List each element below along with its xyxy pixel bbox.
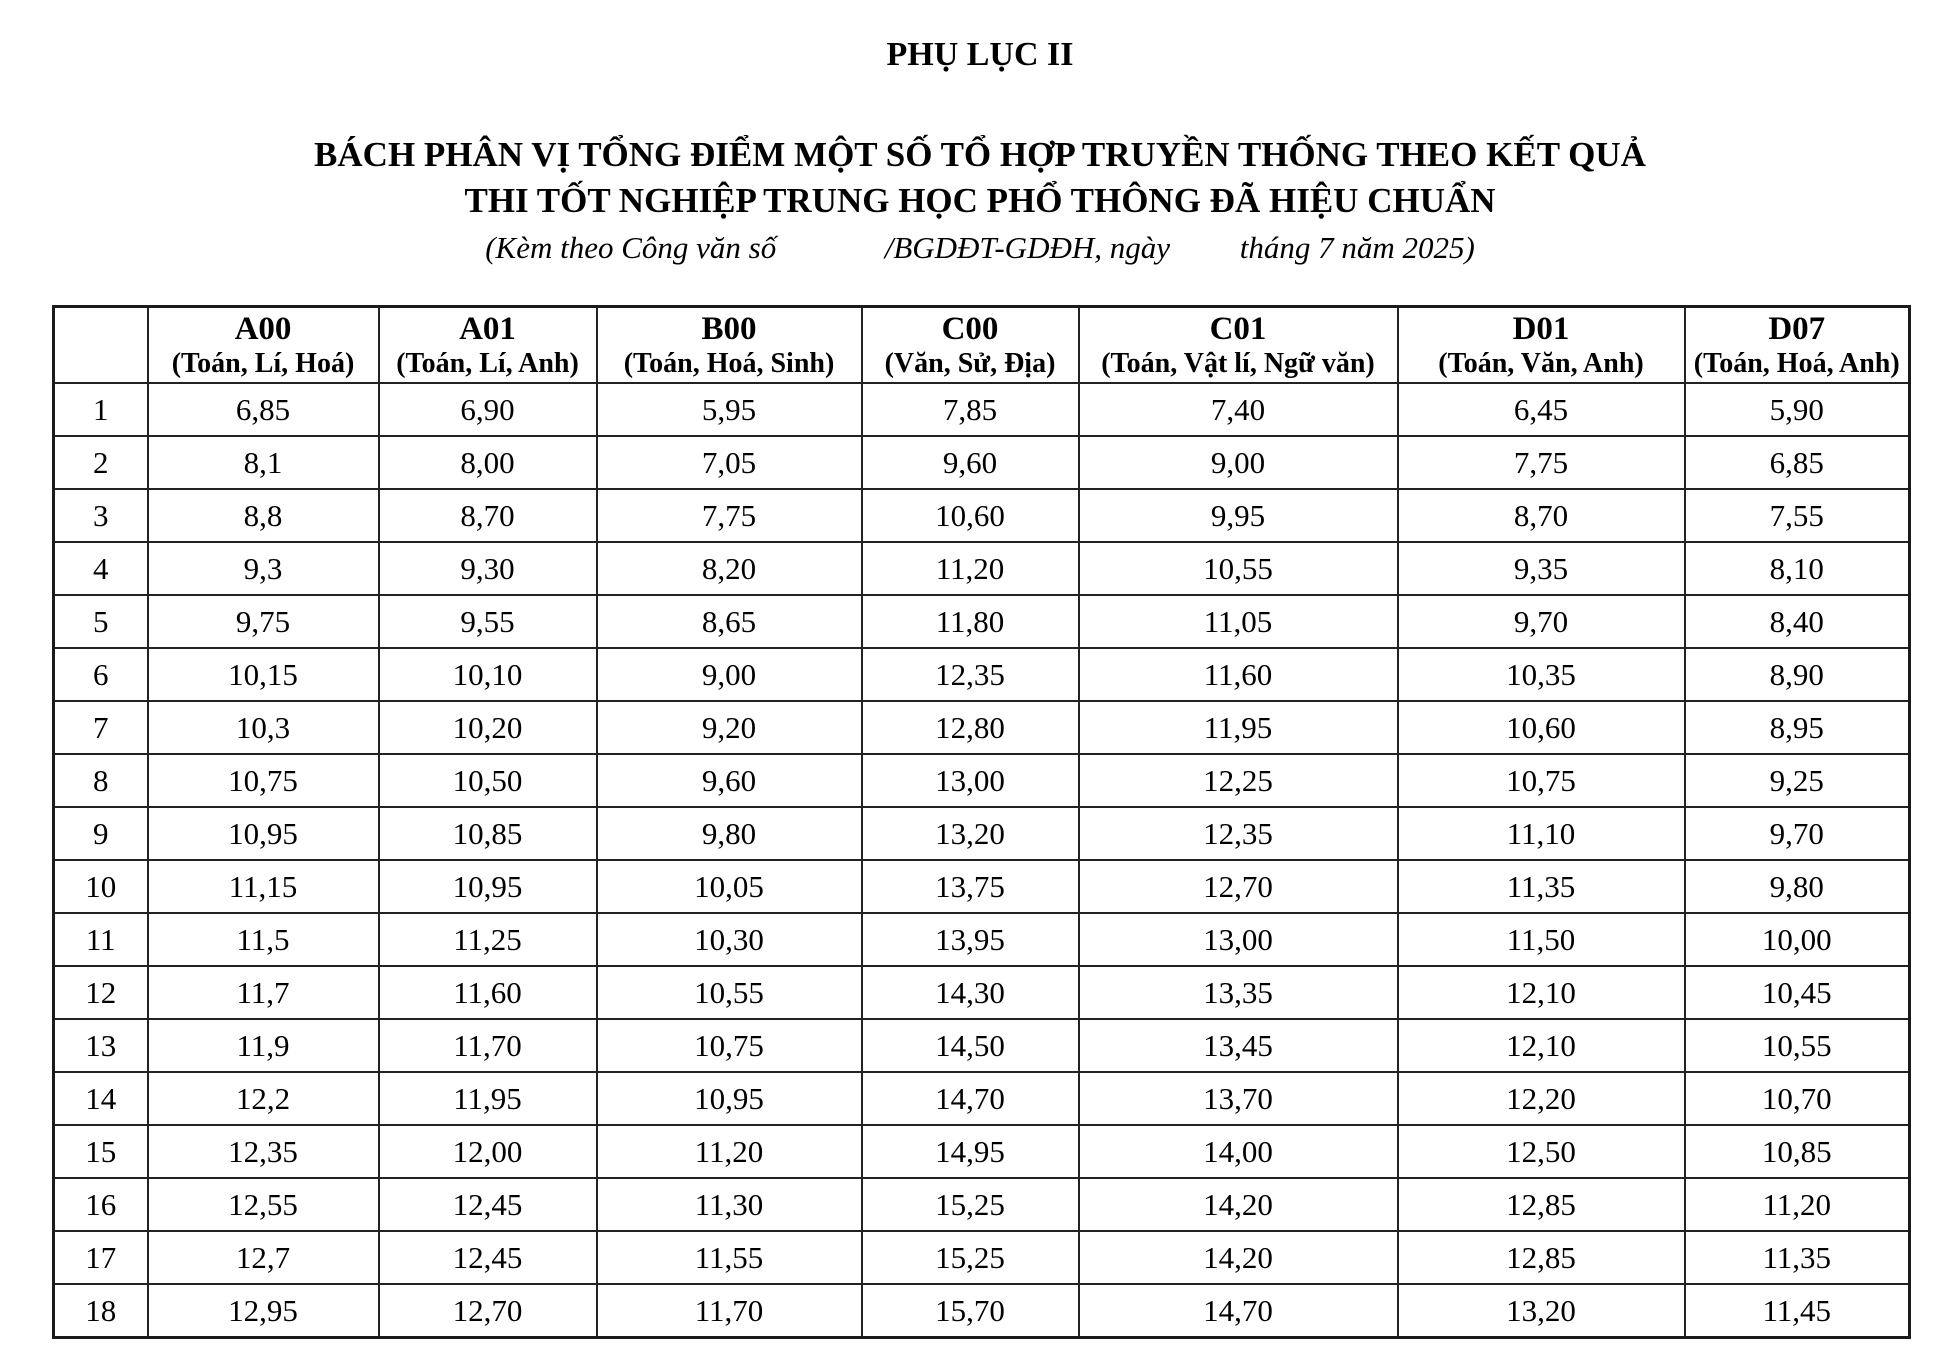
score-cell: 8,8 xyxy=(148,489,379,542)
column-code: A01 xyxy=(459,311,516,347)
score-cell: 10,75 xyxy=(597,1019,862,1072)
score-cell: 12,70 xyxy=(1079,860,1398,913)
score-cell: 8,10 xyxy=(1685,542,1910,595)
percentile-rank-cell: 9 xyxy=(54,807,148,860)
score-cell: 13,45 xyxy=(1079,1019,1398,1072)
score-cell: 13,75 xyxy=(862,860,1079,913)
score-cell: 8,65 xyxy=(597,595,862,648)
table-row xyxy=(54,1231,1910,1284)
score-cell: 10,30 xyxy=(597,913,862,966)
score-cell: 10,20 xyxy=(379,701,597,754)
score-cell: 10,60 xyxy=(862,489,1079,542)
score-cell: 10,15 xyxy=(148,648,379,701)
score-cell: 6,85 xyxy=(1685,436,1910,489)
score-cell: 11,20 xyxy=(1685,1178,1910,1231)
score-cell: 8,70 xyxy=(379,489,597,542)
score-cell: 9,20 xyxy=(597,701,862,754)
score-cell: 12,45 xyxy=(379,1178,597,1231)
score-cell: 11,9 xyxy=(148,1019,379,1072)
score-cell: 7,55 xyxy=(1685,489,1910,542)
document-heading xyxy=(0,132,1960,224)
score-cell: 10,10 xyxy=(379,648,597,701)
score-cell: 12,25 xyxy=(1079,754,1398,807)
column-header-a01 xyxy=(379,307,597,384)
score-cell: 11,05 xyxy=(1079,595,1398,648)
percentile-rank-cell: 14 xyxy=(54,1072,148,1125)
score-cell: 14,95 xyxy=(862,1125,1079,1178)
score-cell: 11,45 xyxy=(1685,1284,1910,1338)
table-row xyxy=(54,1072,1910,1125)
score-cell: 10,3 xyxy=(148,701,379,754)
score-cell: 12,50 xyxy=(1398,1125,1685,1178)
score-cell: 11,10 xyxy=(1398,807,1685,860)
score-cell: 6,85 xyxy=(148,383,379,436)
score-cell: 10,60 xyxy=(1398,701,1685,754)
score-cell: 8,00 xyxy=(379,436,597,489)
score-cell: 10,55 xyxy=(1685,1019,1910,1072)
column-subjects: (Văn, Sử, Địa) xyxy=(884,348,1056,379)
score-cell: 11,80 xyxy=(862,595,1079,648)
table-row xyxy=(54,807,1910,860)
score-cell: 9,80 xyxy=(597,807,862,860)
percentile-rank-cell: 13 xyxy=(54,1019,148,1072)
score-cell: 14,00 xyxy=(1079,1125,1398,1178)
score-cell: 10,95 xyxy=(379,860,597,913)
score-cell: 14,70 xyxy=(862,1072,1079,1125)
score-cell: 9,00 xyxy=(597,648,862,701)
table-row xyxy=(54,542,1910,595)
score-cell: 13,95 xyxy=(862,913,1079,966)
appendix-title: PHỤ LỤC II xyxy=(886,36,1074,73)
score-cell: 8,20 xyxy=(597,542,862,595)
table-row xyxy=(54,648,1910,701)
table-row xyxy=(54,1019,1910,1072)
score-cell: 12,20 xyxy=(1398,1072,1685,1125)
score-cell: 12,7 xyxy=(148,1231,379,1284)
score-cell: 7,40 xyxy=(1079,383,1398,436)
column-subjects: (Toán, Lí, Hoá) xyxy=(171,348,355,379)
table-row xyxy=(54,1125,1910,1178)
score-cell: 11,20 xyxy=(597,1125,862,1178)
score-cell: 14,50 xyxy=(862,1019,1079,1072)
score-cell: 12,00 xyxy=(379,1125,597,1178)
score-cell: 10,95 xyxy=(597,1072,862,1125)
score-cell: 10,00 xyxy=(1685,913,1910,966)
score-cell: 12,95 xyxy=(148,1284,379,1338)
column-header-c01 xyxy=(1079,307,1398,384)
score-cell: 9,75 xyxy=(148,595,379,648)
column-header-c00 xyxy=(862,307,1079,384)
score-cell: 11,20 xyxy=(862,542,1079,595)
table-row xyxy=(54,860,1910,913)
score-cell: 13,00 xyxy=(862,754,1079,807)
score-cell: 11,95 xyxy=(1079,701,1398,754)
score-cell: 12,70 xyxy=(379,1284,597,1338)
score-cell: 6,45 xyxy=(1398,383,1685,436)
table-row xyxy=(54,913,1910,966)
score-cell: 7,05 xyxy=(597,436,862,489)
column-code: C00 xyxy=(941,311,999,347)
score-cell: 8,1 xyxy=(148,436,379,489)
score-cell: 8,95 xyxy=(1685,701,1910,754)
score-cell: 10,55 xyxy=(1079,542,1398,595)
percentile-rank-cell: 5 xyxy=(54,595,148,648)
column-subjects: (Toán, Lí, Anh) xyxy=(396,348,579,379)
column-code: C01 xyxy=(1209,311,1267,347)
column-subjects: (Toán, Văn, Anh) xyxy=(1438,348,1644,379)
score-cell: 7,85 xyxy=(862,383,1079,436)
score-cell: 10,85 xyxy=(1685,1125,1910,1178)
score-cell: 13,35 xyxy=(1079,966,1398,1019)
score-cell: 5,90 xyxy=(1685,383,1910,436)
score-cell: 14,20 xyxy=(1079,1178,1398,1231)
percentile-table xyxy=(52,305,1911,1339)
score-cell: 9,3 xyxy=(148,542,379,595)
score-cell: 10,05 xyxy=(597,860,862,913)
score-cell: 10,55 xyxy=(597,966,862,1019)
score-cell: 9,60 xyxy=(597,754,862,807)
score-cell: 8,90 xyxy=(1685,648,1910,701)
score-cell: 12,80 xyxy=(862,701,1079,754)
score-cell: 9,35 xyxy=(1398,542,1685,595)
score-cell: 9,55 xyxy=(379,595,597,648)
column-header-d07 xyxy=(1685,307,1910,384)
table-header xyxy=(54,307,1910,384)
percentile-rank-cell: 7 xyxy=(54,701,148,754)
score-cell: 11,60 xyxy=(379,966,597,1019)
score-cell: 12,85 xyxy=(1398,1178,1685,1231)
document-subtitle: (Kèm theo Công văn số /BGDĐT-GDĐH, ngày tháng 7 năm 2025) xyxy=(485,230,1475,265)
score-cell: 11,5 xyxy=(148,913,379,966)
score-cell: 12,35 xyxy=(862,648,1079,701)
score-cell: 11,35 xyxy=(1685,1231,1910,1284)
score-cell: 10,75 xyxy=(148,754,379,807)
score-cell: 13,00 xyxy=(1079,913,1398,966)
score-cell: 15,70 xyxy=(862,1284,1079,1338)
score-cell: 14,30 xyxy=(862,966,1079,1019)
column-code: B00 xyxy=(701,311,757,347)
score-cell: 10,85 xyxy=(379,807,597,860)
score-cell: 9,00 xyxy=(1079,436,1398,489)
column-subjects: (Toán, Vật lí, Ngữ văn) xyxy=(1101,348,1375,379)
score-cell: 15,25 xyxy=(862,1178,1079,1231)
score-cell: 12,35 xyxy=(148,1125,379,1178)
score-cell: 13,20 xyxy=(1398,1284,1685,1338)
score-cell: 11,15 xyxy=(148,860,379,913)
score-cell: 15,25 xyxy=(862,1231,1079,1284)
table-row xyxy=(54,1284,1910,1338)
score-cell: 9,80 xyxy=(1685,860,1910,913)
score-cell: 10,50 xyxy=(379,754,597,807)
table-row xyxy=(54,754,1910,807)
heading-line-1: BÁCH PHÂN VỊ TỔNG ĐIỂM MỘT SỐ TỔ HỢP TRUYỀN THỐNG THEO KẾT QUẢ xyxy=(314,135,1646,174)
percentile-rank-cell: 2 xyxy=(54,436,148,489)
percentile-rank-cell: 3 xyxy=(54,489,148,542)
score-cell: 8,40 xyxy=(1685,595,1910,648)
score-cell: 9,95 xyxy=(1079,489,1398,542)
score-cell: 10,95 xyxy=(148,807,379,860)
percentile-rank-cell: 10 xyxy=(54,860,148,913)
score-cell: 7,75 xyxy=(1398,436,1685,489)
score-cell: 14,20 xyxy=(1079,1231,1398,1284)
score-cell: 12,2 xyxy=(148,1072,379,1125)
column-code: D07 xyxy=(1768,311,1826,347)
score-cell: 11,70 xyxy=(379,1019,597,1072)
score-cell: 10,70 xyxy=(1685,1072,1910,1125)
table-row xyxy=(54,701,1910,754)
corner-cell xyxy=(54,307,148,384)
percentile-rank-cell: 11 xyxy=(54,913,148,966)
column-header-a00 xyxy=(148,307,379,384)
heading-line-2: THI TỐT NGHIỆP TRUNG HỌC PHỔ THÔNG ĐÃ HIỆU CHUẨN xyxy=(464,181,1496,220)
score-cell: 11,55 xyxy=(597,1231,862,1284)
score-cell: 12,10 xyxy=(1398,966,1685,1019)
score-cell: 12,35 xyxy=(1079,807,1398,860)
percentile-rank-cell: 1 xyxy=(54,383,148,436)
score-cell: 10,35 xyxy=(1398,648,1685,701)
score-cell: 12,55 xyxy=(148,1178,379,1231)
table-row xyxy=(54,966,1910,1019)
score-cell: 9,25 xyxy=(1685,754,1910,807)
score-cell: 12,10 xyxy=(1398,1019,1685,1072)
score-cell: 9,70 xyxy=(1398,595,1685,648)
score-cell: 8,70 xyxy=(1398,489,1685,542)
percentile-rank-cell: 15 xyxy=(54,1125,148,1178)
column-subjects: (Toán, Hoá, Anh) xyxy=(1693,348,1900,379)
percentile-rank-cell: 17 xyxy=(54,1231,148,1284)
score-cell: 9,70 xyxy=(1685,807,1910,860)
percentile-rank-cell: 18 xyxy=(54,1284,148,1338)
percentile-rank-cell: 4 xyxy=(54,542,148,595)
score-cell: 11,50 xyxy=(1398,913,1685,966)
score-cell: 13,20 xyxy=(862,807,1079,860)
percentile-rank-cell: 8 xyxy=(54,754,148,807)
score-cell: 7,75 xyxy=(597,489,862,542)
percentile-rank-cell: 6 xyxy=(54,648,148,701)
table-row xyxy=(54,383,1910,436)
column-header-b00 xyxy=(597,307,862,384)
column-code: D01 xyxy=(1512,311,1570,347)
score-cell: 10,45 xyxy=(1685,966,1910,1019)
score-cell: 11,95 xyxy=(379,1072,597,1125)
score-cell: 14,70 xyxy=(1079,1284,1398,1338)
table-body xyxy=(54,383,1910,1338)
column-subjects: (Toán, Hoá, Sinh) xyxy=(623,348,835,379)
column-header-d01 xyxy=(1398,307,1685,384)
table-row xyxy=(54,489,1910,542)
score-cell: 6,90 xyxy=(379,383,597,436)
score-cell: 12,85 xyxy=(1398,1231,1685,1284)
column-code: A00 xyxy=(234,311,292,347)
score-cell: 11,30 xyxy=(597,1178,862,1231)
percentile-rank-cell: 16 xyxy=(54,1178,148,1231)
score-cell: 11,70 xyxy=(597,1284,862,1338)
table-row xyxy=(54,436,1910,489)
table-row xyxy=(54,595,1910,648)
score-cell: 11,7 xyxy=(148,966,379,1019)
table-row xyxy=(54,1178,1910,1231)
score-cell: 11,25 xyxy=(379,913,597,966)
score-cell: 11,60 xyxy=(1079,648,1398,701)
percentile-rank-cell: 12 xyxy=(54,966,148,1019)
score-cell: 5,95 xyxy=(597,383,862,436)
score-cell: 10,75 xyxy=(1398,754,1685,807)
score-cell: 12,45 xyxy=(379,1231,597,1284)
score-cell: 9,30 xyxy=(379,542,597,595)
score-cell: 13,70 xyxy=(1079,1072,1398,1125)
header-row xyxy=(54,307,1910,384)
score-cell: 11,35 xyxy=(1398,860,1685,913)
score-cell: 9,60 xyxy=(862,436,1079,489)
